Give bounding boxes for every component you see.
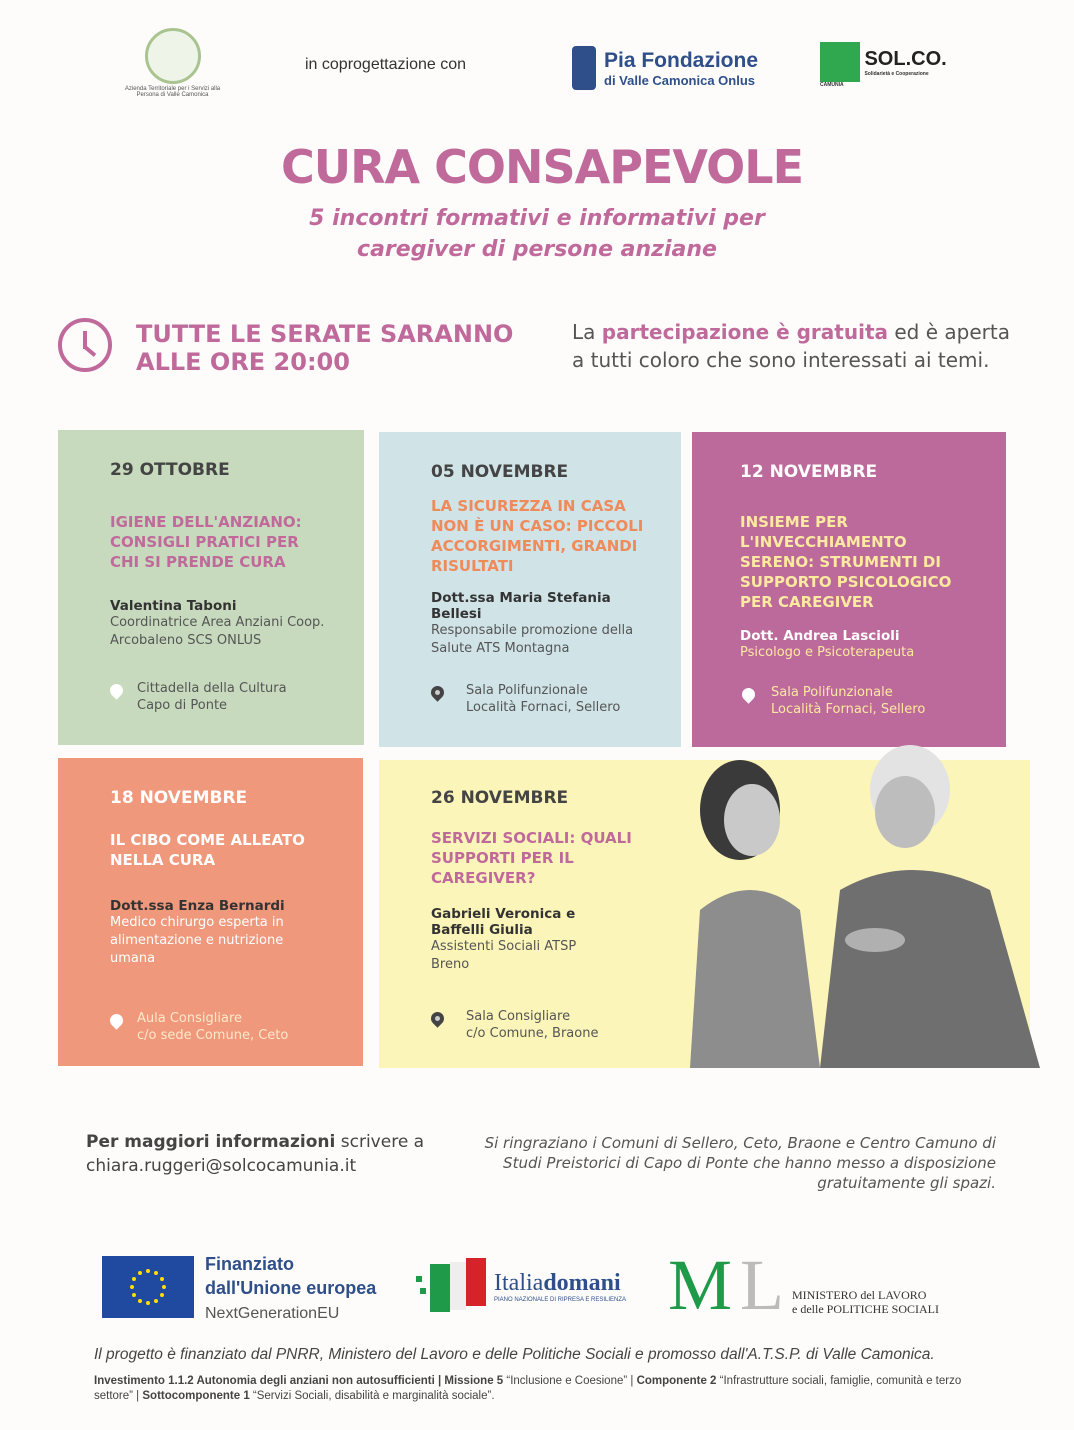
page-title: CURA CONSAPEVOLE [280,140,803,194]
event-location-1: Aula Consigliare [137,1011,242,1026]
eu-line1: Finanziato [205,1254,294,1274]
solco-mark-icon [820,42,860,82]
ministero-line2: e delle POLITICHE SOCIALI [792,1302,939,1316]
event-topic: LA SICUREZZA IN CASA NON È UN CASO: PICCOLI ACCORGIMENTI, GRANDI RISULTATI [431,497,644,575]
event-speaker-role: Psicologo e Psicoterapeuta [740,645,915,660]
eu-line2: dall'Unione europea [205,1278,377,1298]
event-card-4 [58,758,363,1066]
subtitle-line2: caregiver di persone anziane [357,237,717,262]
gratis-bold: partecipazione è gratuita [601,320,889,344]
inv-b1: Investimento 1.1.2 Autonomia degli anziani non autosufficienti | Missione 5 [94,1375,504,1387]
event-date: 12 NOVEMBRE [740,462,878,482]
event-location-2: Capo di Ponte [137,698,228,713]
solco-logo [820,42,947,88]
italia-sub: PIANO NAZIONALE DI RIPRESA E RESILIENZA [494,1296,627,1303]
gratis-post: ed è aperta [888,320,1010,344]
info-rest: scrivere a [335,1132,425,1152]
event-speaker: Dott.ssa Enza Bernardi [110,898,285,914]
location-pin-icon [428,1009,446,1027]
pia-line2: di Valle Camonica Onlus [604,72,755,88]
inv-t2: “Infrastrutture sociali, famiglie, comunità e terzo settore” | [94,1375,962,1402]
investment-details [94,1374,974,1404]
atsp-caption: Azienda Territoriale per i Servizi alla Persona di Valle Camonica [124,86,221,98]
event-speaker: Valentina Taboni [110,598,237,614]
event-topic: SERVIZI SOCIALI: QUALI SUPPORTI PER IL CAREGIVER? [431,829,632,887]
event-speaker: Dott.ssa Maria Stefania Bellesi [431,590,611,622]
location-pin-icon [739,685,757,703]
eu-line3: NextGenerationEU [205,1305,340,1322]
event-location-2: c/o sede Comune, Ceto [137,1028,289,1043]
pia-line1: Pia Fondazione [604,48,759,72]
gratis-pre: La [572,320,602,344]
event-location-1: Cittadella della Cultura [137,681,287,696]
participation-note [572,318,1010,374]
location-pin-icon [107,1011,125,1029]
ministero-line1: MINISTERO del LAVORO [792,1288,927,1302]
location-pin-icon [428,683,446,701]
inv-t1: “Inclusione e Coesione” | [503,1375,637,1387]
event-date: 18 NOVEMBRE [110,788,248,808]
inv-b2: Componente 2 [636,1375,717,1387]
event-location-2: c/o Comune, Braone [466,1026,599,1041]
italia-flag-icon [416,1258,488,1314]
thanks-note: Si ringraziano i Comuni di Sellero, Ceto, Braone e Centro Camuno di Studi Preistorici di Capo di Ponte che hanno messo a disposizione gratuitamente gli spazi. [484,1134,996,1192]
serate-line2: ALLE ORE 20:00 [136,348,350,376]
event-location-1: Sala Consigliare [466,1009,571,1024]
event-location-2: Località Fornaci, Sellero [466,700,621,715]
location-pin-icon [107,681,125,699]
event-date: 29 OTTOBRE [110,460,230,480]
inv-t3: “Servizi Sociali, disabilità e marginalità sociale”. [249,1390,495,1402]
serate-time [136,320,513,376]
solco-camunia: CAMUNIA [820,82,844,88]
caregiver-photo [670,740,1042,1068]
event-card-1 [58,430,364,745]
event-speaker-role: Assistenti Sociali ATSP Breno [431,939,577,972]
clock-icon [58,318,112,372]
ministero-logo: M L MINISTERO del LAVORO e delle POLITICHE SOCIALI [668,1245,939,1325]
event-speaker-role: Medico chirurgo esperta in alimentazione e nutrizione umana [110,915,284,966]
contact-info [86,1130,424,1178]
italiadomani-logo [416,1258,626,1314]
event-speaker-role: Coordinatrice Area Anziani Coop. Arcobaleno SCS ONLUS [110,615,325,648]
solco-name: SOL.CO. [864,47,947,70]
eu-funding-text [205,1252,376,1326]
contact-email-link[interactable]: chiara.ruggeri@solcocamunia.it [86,1156,357,1176]
subtitle [0,203,1074,265]
coprogettazione-text: in coprogettazione con [305,56,466,73]
event-topic: IL CIBO COME ALLEATO NELLA CURA [110,831,305,869]
pia-emblem-icon [572,46,596,90]
italia-a: Italia [494,1269,544,1296]
event-location-1: Sala Polifunzionale [466,683,588,698]
serate-line1: TUTTE LE SERATE SARANNO [136,320,514,348]
italia-b: domani [543,1269,621,1296]
funding-statement: Il progetto è finanziato dal PNRR, Ministero del Lavoro e delle Politiche Sociali e promosso dall'A.T.S.P. di Valle Camonica. [94,1346,935,1363]
event-location-1: Sala Polifunzionale [771,685,893,700]
event-speaker: Dott. Andrea Lascioli [740,628,900,644]
eu-flag-icon [102,1256,194,1318]
subtitle-line1: 5 incontri formativi e informativi per [309,206,765,231]
event-date: 26 NOVEMBRE [431,788,569,808]
event-location-2: Località Fornaci, Sellero [771,702,926,717]
event-speaker: Gabrieli Veronica e Baffelli Giulia [431,906,576,938]
solco-sub: Solidarietà e Cooperazione [864,70,929,77]
inv-b3: Sottocomponente 1 [142,1390,250,1402]
event-card-3 [692,432,1006,747]
event-date: 05 NOVEMBRE [431,462,569,482]
gratis-line2: a tutti coloro che sono interessati ai temi. [572,348,990,372]
event-topic: INSIEME PER L'INVECCHIAMENTO SERENO: STRUMENTI DI SUPPORTO PSICOLOGICO PER CAREGIVER [740,513,952,611]
event-card-2 [379,432,681,747]
event-topic: IGIENE DELL'ANZIANO: CONSIGLI PRATICI PER CHI SI PRENDE CURA [110,513,302,571]
event-speaker-role: Responsabile promozione della Salute ATS Montagna [431,623,634,656]
info-bold: Per maggiori informazioni [86,1132,336,1152]
atsp-logo [120,28,225,98]
pia-fondazione-logo [572,46,758,90]
